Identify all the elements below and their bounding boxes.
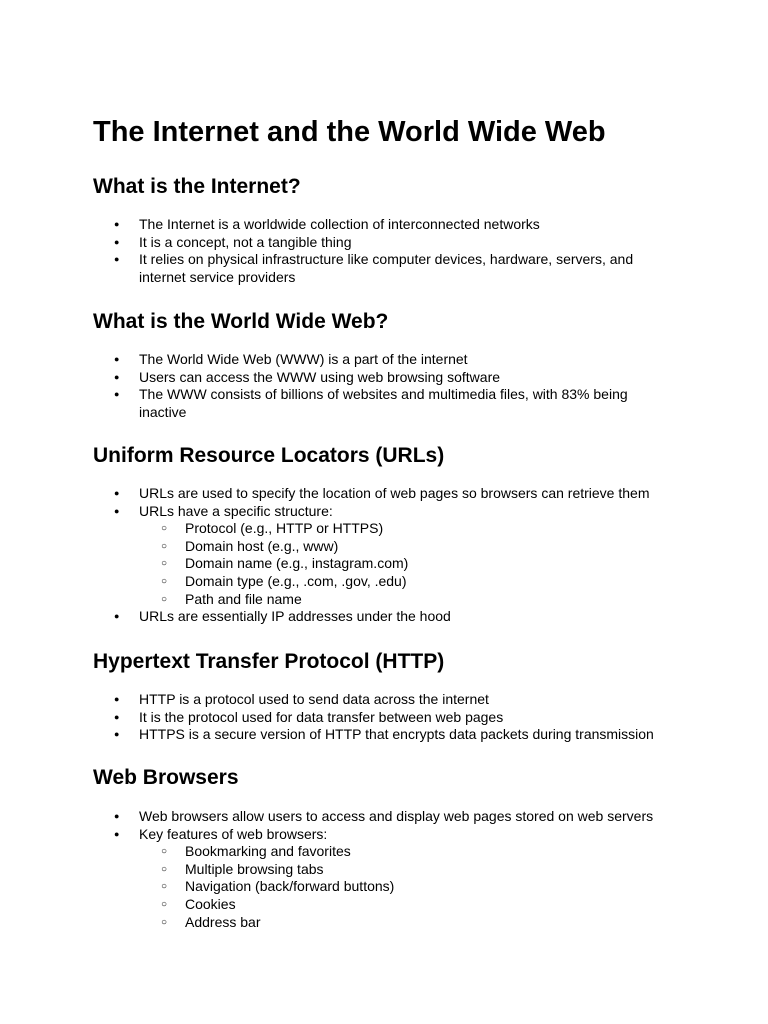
bullet-list-urls bbox=[93, 485, 673, 626]
section-heading-www: What is the World Wide Web? bbox=[93, 310, 389, 333]
list-item: ● The World Wide Web (WWW) is a part of the internet bbox=[93, 351, 673, 369]
sub-list-item: ○ Navigation (back/forward buttons) bbox=[139, 878, 673, 896]
list-item: ● The WWW consists of billions of websites and multimedia files, with 83% being inactive bbox=[93, 386, 673, 421]
bullet-list-internet bbox=[93, 216, 673, 286]
list-item: ● The Internet is a worldwide collection of interconnected networks bbox=[93, 216, 673, 234]
list-item: ● URLs are used to specify the location of web pages so browsers can retrieve them bbox=[93, 485, 673, 503]
list-item: ● URLs are essentially IP addresses under the hood bbox=[93, 608, 673, 626]
list-item: ● Web browsers allow users to access and display web pages stored on web servers bbox=[93, 808, 673, 826]
list-item: ● HTTPS is a secure version of HTTP that encrypts data packets during transmission bbox=[93, 726, 673, 744]
document-title: The Internet and the World Wide Web bbox=[93, 116, 606, 148]
bullet-list-http bbox=[93, 691, 673, 744]
list-item-text: Key features of web browsers: bbox=[139, 825, 328, 842]
sub-list-item: ○ Domain type (e.g., .com, .gov, .edu) bbox=[139, 573, 673, 591]
bullet-list-web-browsers bbox=[93, 808, 673, 931]
list-item: ● Users can access the WWW using web browsing software bbox=[93, 369, 673, 387]
sub-list-item: ○ Domain name (e.g., instagram.com) bbox=[139, 555, 673, 573]
list-item: ● HTTP is a protocol used to send data across the internet bbox=[93, 691, 673, 709]
list-item bbox=[93, 503, 673, 609]
sub-list-item: ○ Cookies bbox=[139, 896, 673, 914]
bullet-list-www bbox=[93, 351, 673, 421]
section-heading-web-browsers: Web Browsers bbox=[93, 766, 239, 789]
sub-list-url-structure bbox=[139, 520, 673, 608]
list-item: ● It is the protocol used for data transfer between web pages bbox=[93, 709, 673, 727]
sub-list-item: ○ Multiple browsing tabs bbox=[139, 861, 673, 879]
sub-list-item: ○ Bookmarking and favorites bbox=[139, 843, 673, 861]
section-heading-urls: Uniform Resource Locators (URLs) bbox=[93, 444, 445, 467]
sub-list-item: ○ Domain host (e.g., www) bbox=[139, 538, 673, 556]
sub-list-item: ○ Path and file name bbox=[139, 591, 673, 609]
sub-list-browser-features bbox=[139, 843, 673, 931]
sub-list-item: ○ Protocol (e.g., HTTP or HTTPS) bbox=[139, 520, 673, 538]
sub-list-item: ○ Address bar bbox=[139, 914, 673, 932]
section-heading-internet: What is the Internet? bbox=[93, 175, 301, 198]
list-item bbox=[93, 826, 673, 932]
list-item-text: URLs have a specific structure: bbox=[139, 502, 333, 519]
list-item: ● It is a concept, not a tangible thing bbox=[93, 234, 673, 252]
section-heading-http: Hypertext Transfer Protocol (HTTP) bbox=[93, 650, 445, 673]
list-item: ● It relies on physical infrastructure like computer devices, hardware, servers, and internet service providers bbox=[93, 251, 673, 286]
